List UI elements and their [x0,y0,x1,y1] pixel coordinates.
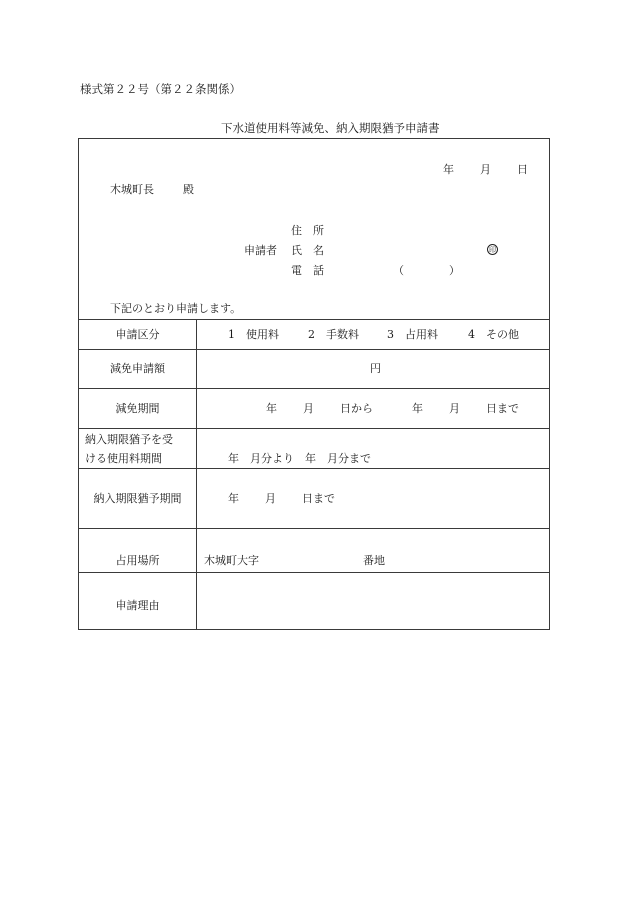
recipient-name: 木城町長 [110,183,154,196]
recipient-honorific: 殿 [183,183,194,196]
period-from-day[interactable]: 日から [340,402,373,415]
date-year[interactable]: 年 [443,163,454,176]
reason-label: 申請理由 [115,599,160,612]
period-to-day[interactable]: 日まで [486,402,519,415]
applicant-label: 申請者 [244,244,277,257]
period-to-year[interactable]: 年 [412,402,423,415]
location-town[interactable]: 木城町大字 [204,554,259,567]
period-label: 減免期間 [115,402,160,415]
deferral-period-label-line2: ける使用料期間 [85,452,162,465]
deferral-deadline-month[interactable]: 月 [265,492,276,505]
date-day[interactable]: 日 [517,163,528,176]
deferral-period-label-line1: 納入期限猶予を受 [85,433,173,446]
category-option-handling-fee[interactable]: 2 手数料 [308,328,359,341]
deferral-period-value[interactable]: 年 月分より 年 月分まで [228,452,371,465]
date-month[interactable]: 月 [480,163,491,176]
category-option-usage-fee[interactable]: 1 使用料 [228,328,279,341]
name-label: 氏 名 [291,244,324,257]
category-label: 申請区分 [115,328,160,341]
application-form-table [78,138,550,630]
address-label: 住 所 [291,224,324,237]
amount-label: 減免申請額 [110,362,165,375]
period-to-month[interactable]: 月 [449,402,460,415]
request-statement: 下記のとおり申請します。 [110,302,242,315]
location-label: 占用場所 [115,554,160,567]
period-from-year[interactable]: 年 [266,402,277,415]
form-number: 様式第２２号（第２２条関係） [80,82,241,96]
category-option-occupancy-fee[interactable]: 3 占用料 [387,328,438,341]
document-title: 下水道使用料等減免、納入期限猶予申請書 [221,121,440,135]
deferral-deadline-year[interactable]: 年 [228,492,239,505]
deferral-deadline-label: 納入期限猶予期間 [93,492,182,505]
category-option-other[interactable]: 4 その他 [468,328,519,341]
amount-unit[interactable]: 円 [370,362,381,375]
phone-label: 電 話 [291,264,324,277]
phone-paren-open: （ [393,264,404,277]
phone-paren-close: ） [449,264,460,277]
location-banchi[interactable]: 番地 [363,554,385,567]
period-from-month[interactable]: 月 [303,402,314,415]
seal-mark: 印 [489,246,496,254]
deferral-deadline-day[interactable]: 日まで [302,492,335,505]
